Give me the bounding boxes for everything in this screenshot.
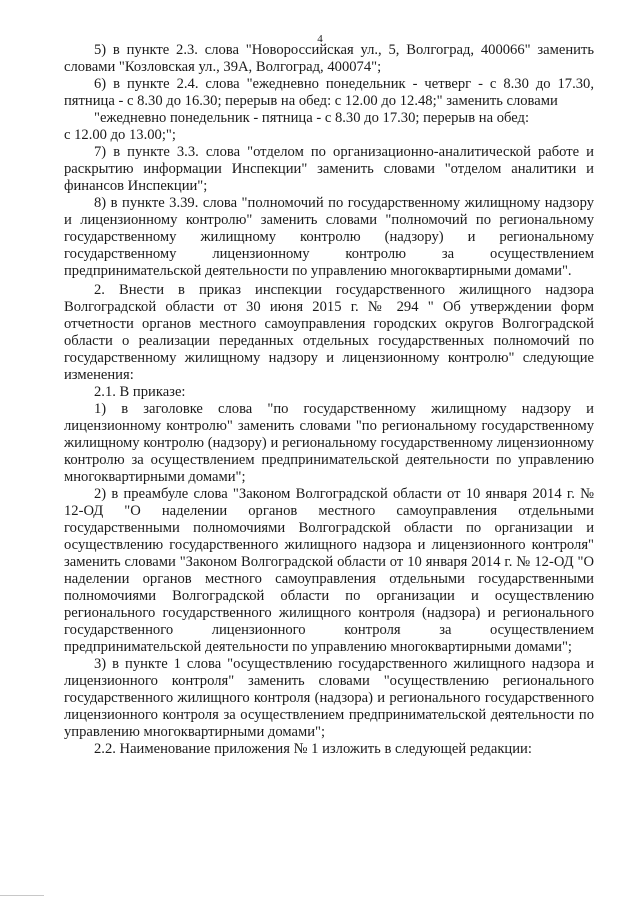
paragraph-section-2: 2. Внести в приказ инспекции государственного жилищного надзора Волгоградской области от 30 июня 2015 г. № 294 " Об утверждении форм отчетности органов местного самоуправления городских округов Волгоградской области о реализации переданных отдельных государственных полномочий по государственному жилищному надзору и лицензионному контролю" следующие изменения: xyxy=(64,282,594,383)
scan-edge-mark xyxy=(0,895,44,897)
paragraph-item-6: 6) в пункте 2.4. слова "ежедневно понедельник - четверг - с 8.30 до 17.30, пятница - с 8.30 до 16.30; перерыв на обед: с 12.00 до 12.48;" заменить словами xyxy=(64,76,594,109)
paragraph-item-8: 8) в пункте 3.39. слова "полномочий по государственному жилищному надзору и лицензионному контролю" заменить словами "полномочий по региональному государственному жилищному контролю (надзору) и региональному государственному лицензионному контролю за осуществлением предпринимательской деятельности по управлению многоквартирными домами". xyxy=(64,195,594,279)
paragraph-section-2-1-item-3: 3) в пункте 1 слова "осуществлению государственного жилищного надзора и лицензионного контроля" заменить словами "осуществлению регионального государственного жилищного контроля (надзора) и регионального государственного лицензионного контроля за осуществлением предпринимательской деятельности по управлению многоквартирными домами"; xyxy=(64,656,594,740)
paragraph-item-7: 7) в пункте 3.3. слова "отделом по организационно-аналитической работе и раскрытию информации Инспекции" заменить словами "отделом аналитики и финансов Инспекции"; xyxy=(64,144,594,194)
paragraph-item-6-replacement: "ежедневно понедельник - пятница - с 8.30 до 17.30; перерыв на обед: xyxy=(94,110,529,126)
paragraph-item-5: 5) в пункте 2.3. слова "Новороссийская ул., 5, Волгоград, 400066" заменить словами "Козловская ул., 39А, Волгоград, 400074"; xyxy=(64,42,594,75)
paragraph-section-2-1-item-2: 2) в преамбуле слова "Законом Волгоградской области от 10 января 2014 г. № 12-ОД "О наделении органов местного самоуправления отдельными государственными полномочиями Волгоградской области по организации и осуществлению государственного жилищного надзора и лицензионного контроля" заменить словами "Законом Волгоградской области от 10 января 2014 г. № 12-ОД "О наделении органов местного самоуправления отдельными государственными полномочиями Волгоградской области по организации и осуществлению регионального государственного жилищного контроля (надзора) и регионального государственного лицензионного контроля за осуществлением предпринимательской деятельности по управлению многоквартирными домами"; xyxy=(64,486,594,655)
document-body xyxy=(64,42,594,758)
page-number: 4 xyxy=(317,33,323,45)
paragraph-section-2-1: 2.1. В приказе: xyxy=(94,384,186,400)
paragraph-section-2-1-item-1: 1) в заголовке слова "по государственному жилищному надзору и лицензионному контролю" заменить словами "по региональному государственному жилищному контролю (надзору) и региональному государственному лицензионному контролю за осуществлением предпринимательской деятельности по управлению многоквартирными домами"; xyxy=(64,401,594,485)
paragraph-section-2-2: 2.2. Наименование приложения № 1 изложить в следующей редакции: xyxy=(94,741,532,757)
paragraph-item-6-replacement-end: с 12.00 до 13.00;"; xyxy=(64,127,176,143)
